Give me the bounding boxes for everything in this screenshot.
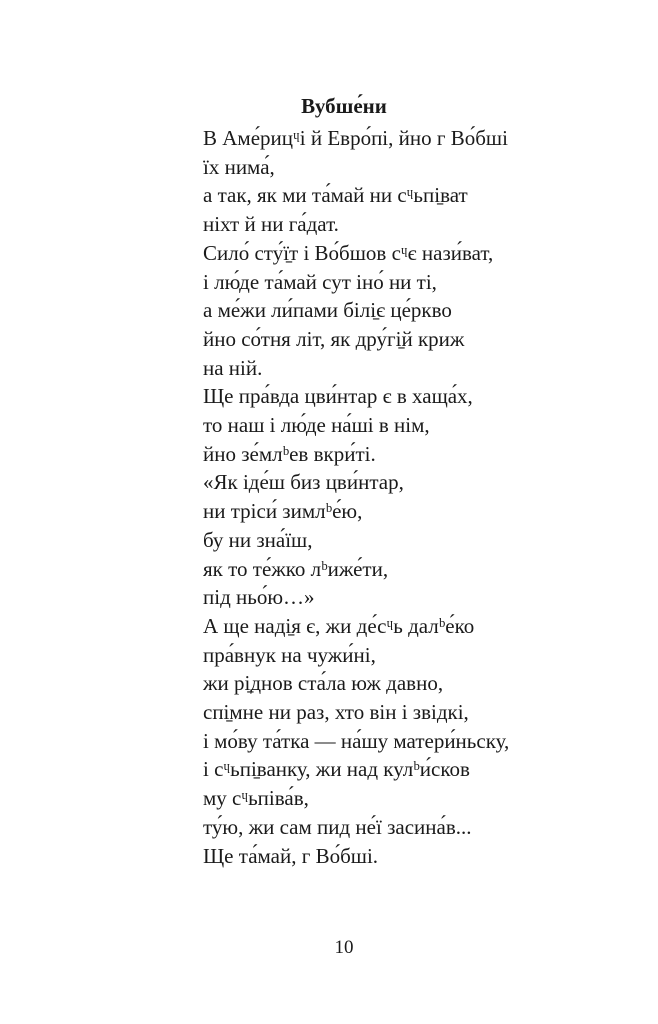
poem-line: їх нима́, xyxy=(203,154,275,179)
poem-line: а ме́жи ли́пами білі̱є це́ркво xyxy=(203,298,452,323)
poem-line: пра́внук на чужи́ні, xyxy=(203,642,376,667)
poem-line: А ще наді̱я є, жи де́сᶣь далᵇе́ко xyxy=(203,613,475,638)
poem-line: і сᶣьпі̱ванку, жи над кулᵇи́сков xyxy=(203,757,470,782)
poem-line: і мо́ву та́тка — на́шу матери́ньску, xyxy=(203,728,510,753)
poem-line: ніхт й ни га́дат. xyxy=(203,212,339,237)
poem-line: Ще та́май, г Во́бші. xyxy=(203,843,379,868)
poem-line: то наш і лю́де на́ші в нім, xyxy=(203,413,430,438)
poem-line: ни тріси́ зимлᵇе́ю, xyxy=(203,499,363,524)
poem-body xyxy=(203,124,643,870)
poem-line: жи рі̱днов ста́ла юж давно, xyxy=(203,671,444,696)
poem-line: під ньо́ю…» xyxy=(203,585,315,610)
poem-line: Сило́ сту́ї̱т і Во́бшов сᶣє нази́ват, xyxy=(203,240,494,265)
poem-line: як то те́жко лᵇиже́ти, xyxy=(203,556,389,581)
poem-line: йно со́тня літ, як дру́гі̱й криж xyxy=(203,326,465,351)
poem-line: «Як іде́ш биз цви́нтар, xyxy=(203,470,404,495)
poem-line: бу ни зна́їш, xyxy=(203,527,313,552)
poem-title: Вубше́ни xyxy=(301,94,387,118)
page-number: 10 xyxy=(334,937,354,958)
poem-line: Ще пра́вда цви́нтар є в хаща́х, xyxy=(203,384,473,409)
poem-line: на ній. xyxy=(203,355,263,380)
poem-line: спі̱мне ни раз, хто він і звідкі, xyxy=(203,700,469,725)
poem-line: а так, як ми та́май ни сᶣьпі̱ват xyxy=(203,183,468,208)
poem-line: му сᶣьпіва́в, xyxy=(203,786,309,811)
poem-line: ту́ю, жи сам пид не́ї засина́в... xyxy=(203,814,472,839)
poem-line: йно зе́млᵇев вкри́ті. xyxy=(203,441,376,466)
poem-line: В Аме́рицᶣі й Евро́пі, йно г Во́бші xyxy=(203,126,508,150)
poem-line: і лю́де та́май сут іно́ ни ті, xyxy=(203,269,437,294)
